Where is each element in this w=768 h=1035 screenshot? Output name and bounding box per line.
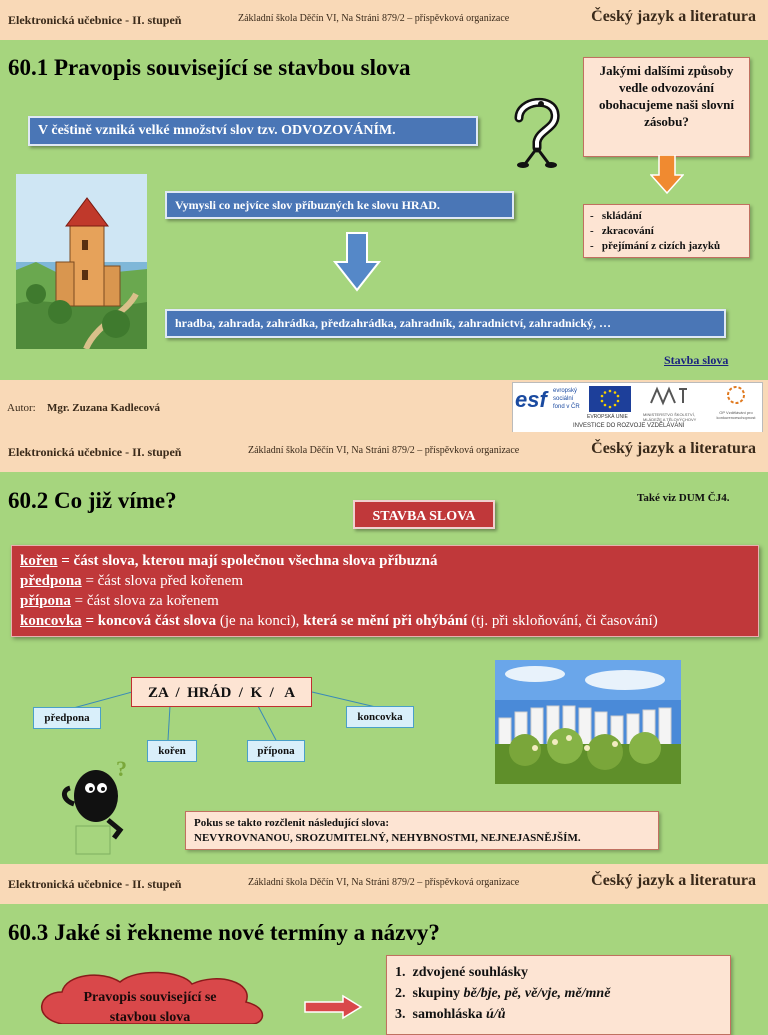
task-box: Vymysli co nejvíce slov příbuzných ke slovu HRAD. xyxy=(165,191,514,219)
intro-box: V češtině vzniká velké množství slov tzv. ODVOZOVÁNÍM. xyxy=(28,116,478,146)
header-middle: Základní škola Děčín VI, Na Stráni 879/2 – příspěvková organizace xyxy=(248,877,520,888)
word-za-hrad-k-a: ZA / HRÁD / K / A xyxy=(131,677,312,707)
way-text: zkracování xyxy=(601,225,654,237)
header-left: Elektronická učebnice - II. stupeň xyxy=(8,877,182,891)
definition-row: přípona = část slova za kořenem xyxy=(20,593,219,609)
header-bar-1 xyxy=(0,0,768,40)
terms-list xyxy=(386,955,731,1035)
author-bar xyxy=(0,380,768,432)
term-item: 1. zdvojené souhlásky xyxy=(395,965,529,980)
logos-footer: INVESTICE DO ROZVOJE VZDĚLÁVÁNÍ xyxy=(573,423,685,429)
question-figure-icon xyxy=(505,92,567,170)
label-pripona: přípona xyxy=(247,740,305,762)
eu-text: EVROPSKÁ UNIE xyxy=(587,414,628,420)
stavba-slova-button[interactable]: STAVBA SLOVA xyxy=(353,500,495,529)
author-label: Autor: xyxy=(7,402,36,414)
page-title-60-2: 60.2 Co již víme? xyxy=(8,488,177,513)
logos-strip xyxy=(512,382,763,434)
answer-box: hradba, zahrada, zahrádka, předzahrádka, zahradník, zahradnictví, zahradnický, … xyxy=(165,309,726,338)
header-bar-3 xyxy=(0,864,768,904)
header-left: Elektronická učebnice - II. stupeň xyxy=(8,445,182,459)
question-box: Jakými dalšími způsoby vedle odvozování obohacujeme naši slovní zásobu? xyxy=(583,57,750,157)
header-right: Český jazyk a literatura xyxy=(591,440,756,457)
definitions-box xyxy=(11,545,759,637)
eu-flag-icon xyxy=(589,386,631,412)
exercise-words: NEVYROVNANOU, SROZUMITELNÝ, NEHYBNOSTMI, NEJNEJASNĚJŠÍM. xyxy=(194,832,581,844)
header-left: Elektronická učebnice - II. stupeň xyxy=(8,13,182,27)
ways-list xyxy=(583,204,750,258)
down-arrow-blue-icon xyxy=(333,232,381,292)
way-item: - skládání xyxy=(590,210,642,222)
term-item: 2. skupiny bě/bje, pě, vě/vje, mě/mně xyxy=(395,986,611,1001)
page-title-60-1: 60.1 Pravopis související se stavbou slova xyxy=(8,55,411,80)
right-arrow-icon xyxy=(303,994,363,1020)
op-logo: OP Vzdělávání pro konkurenceschopnost xyxy=(713,385,759,421)
page-title-60-3: 60.3 Jaké si řekneme nové termíny a názvy? xyxy=(8,920,440,945)
header-middle: Základní škola Děčín VI, Na Stráni 879/2 – příspěvková organizace xyxy=(238,13,510,24)
castle-image xyxy=(16,174,147,349)
msmt-logo: MINISTERSTVO ŠKOLSTVÍ, MLÁDEŽE A TĚLOVÝCHOVY xyxy=(643,385,701,421)
way-text: přejímání z cizích jazyků xyxy=(601,240,721,252)
header-bar-2 xyxy=(0,432,768,472)
esf-text: evropský sociální fond v ČR xyxy=(553,388,580,410)
label-koncovka: koncovka xyxy=(346,706,414,728)
exercise-instruction: Pokus se takto rozčlenit následující slova: xyxy=(194,817,390,829)
way-item: - přejímání z cizích jazyků xyxy=(590,240,721,252)
stavba-slova-link[interactable]: Stavba slova xyxy=(664,353,729,367)
term-item: 3. samohláska ú/ů xyxy=(395,1007,506,1022)
definition-row: předpona = část slova před kořenem xyxy=(20,573,244,589)
definition-row: koncovka = koncová část slova (je na konci), která se mění při ohýbání (tj. při skloňování, či časování) xyxy=(20,613,658,629)
down-arrow-orange-icon xyxy=(650,155,684,195)
exercise-box xyxy=(185,811,659,850)
svg-text:?: ? xyxy=(116,760,127,781)
label-koren: kořen xyxy=(147,740,197,762)
esf-logo: esf xyxy=(515,387,547,412)
label-predpona: předpona xyxy=(33,707,101,729)
header-right: Český jazyk a literatura xyxy=(591,872,756,889)
header-middle: Základní škola Děčín VI, Na Stráni 879/2 – příspěvková organizace xyxy=(248,445,520,456)
definition-row: kořen = část slova, kterou mají společnou všechna slova příbuzná xyxy=(20,553,438,569)
thinking-figure-icon xyxy=(58,760,148,855)
cloud-text: Pravopis související se stavbou slova xyxy=(83,990,217,1025)
see-also-note: Také viz DUM ČJ4. xyxy=(637,492,730,504)
way-item: - zkracování xyxy=(590,225,654,237)
author-name: Mgr. Zuzana Kadlecová xyxy=(47,402,160,414)
fence-garden-photo xyxy=(495,660,681,784)
way-text: skládání xyxy=(601,210,642,222)
header-right: Český jazyk a literatura xyxy=(591,8,756,25)
